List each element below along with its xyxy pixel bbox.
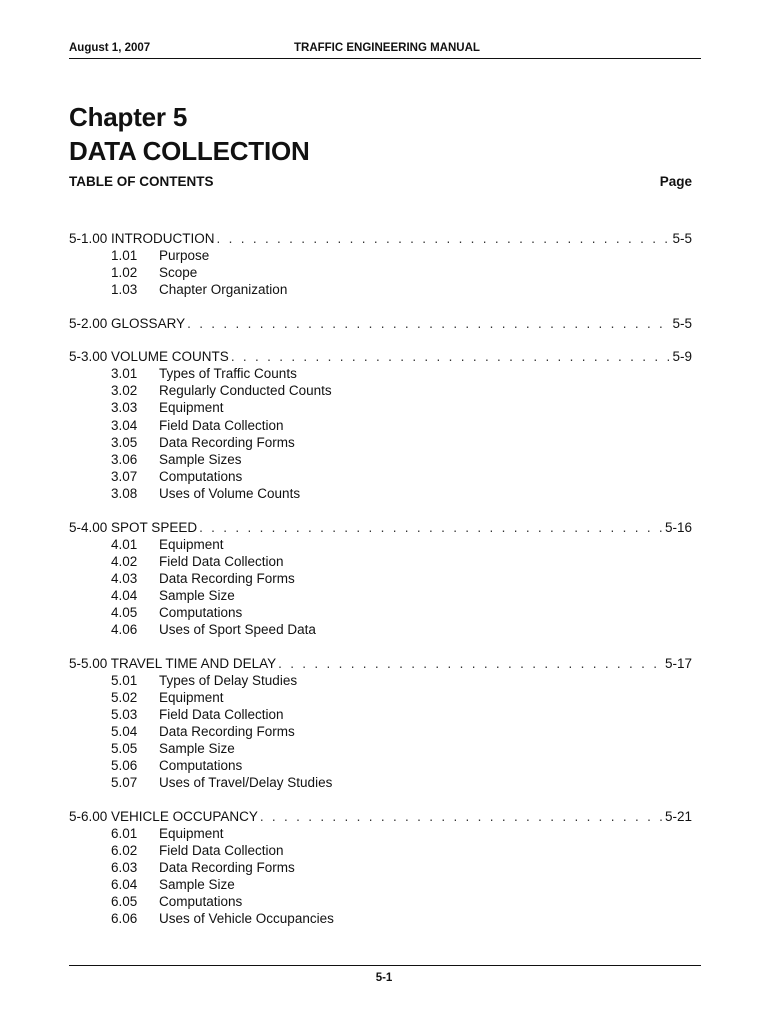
toc-section-number: 5-1.00 xyxy=(69,231,108,246)
toc-subsection-title: Data Recording Forms xyxy=(159,859,295,875)
toc-section-number: 5-2.00 xyxy=(69,315,108,331)
toc-subsection[interactable] xyxy=(69,451,692,468)
toc-subsection-title: Scope xyxy=(159,265,198,281)
toc-subsection-title: Types of Traffic Counts xyxy=(159,366,297,382)
toc-section-entry[interactable] xyxy=(69,315,692,332)
footer-page-number: 5-1 xyxy=(375,972,393,984)
toc-subsection[interactable] xyxy=(69,247,692,264)
toc-subsection-number: 6.01 xyxy=(111,825,138,841)
toc-subsection-number: 4.05 xyxy=(111,604,138,620)
toc-subsection-title: Types of Delay Studies xyxy=(159,672,298,688)
toc-subsection-title: Field Data Collection xyxy=(159,842,284,858)
toc-subsection-number: 5.02 xyxy=(111,689,138,705)
toc-subsection[interactable] xyxy=(69,706,692,723)
dot-leader xyxy=(231,348,671,365)
toc-subsection[interactable] xyxy=(69,740,692,757)
toc-subsection[interactable] xyxy=(69,281,692,298)
toc-heading-row xyxy=(69,174,692,194)
toc-subsection[interactable] xyxy=(69,434,692,451)
toc-section-page: 5-16 xyxy=(664,519,692,535)
dot-leader xyxy=(217,230,671,247)
table-of-contents xyxy=(69,230,692,944)
toc-section-title xyxy=(69,315,185,332)
toc-section-name: TRAVEL TIME AND DELAY xyxy=(110,655,277,671)
toc-subsection-number: 3.07 xyxy=(111,468,138,484)
toc-section-page: 5-5 xyxy=(672,315,692,331)
toc-heading: TABLE OF CONTENTS xyxy=(69,174,214,189)
toc-subsection-title: Uses of Vehicle Occupancies xyxy=(159,911,334,927)
toc-subsection-title: Uses of Sport Speed Data xyxy=(159,622,316,637)
toc-subsection-title: Data Recording Forms xyxy=(159,570,295,586)
toc-subsection[interactable] xyxy=(69,399,692,416)
toc-subsection-title: Computations xyxy=(159,758,243,774)
toc-subsection-number: 3.04 xyxy=(111,417,138,433)
chapter-number: Chapter 5 xyxy=(69,102,188,132)
toc-subsection-number: 5.04 xyxy=(111,723,138,739)
toc-subsection[interactable] xyxy=(69,365,692,382)
toc-section-name: VOLUME COUNTS xyxy=(111,349,229,365)
dot-leader xyxy=(260,808,663,825)
toc-section-entry[interactable] xyxy=(69,348,692,365)
chapter-title: DATA COLLECTION xyxy=(69,136,310,166)
toc-subsection-title: Uses of Travel/Delay Studies xyxy=(159,775,333,791)
toc-subsection-number: 1.02 xyxy=(111,265,138,281)
toc-subsection-number: 3.08 xyxy=(111,485,138,501)
toc-subsection-title: Field Data Collection xyxy=(159,553,284,569)
toc-subsection-number: 4.01 xyxy=(111,536,138,552)
toc-subsection-number: 1.03 xyxy=(111,282,138,298)
toc-section-entry[interactable] xyxy=(69,808,692,825)
toc-section-name: INTRODUCTION xyxy=(111,231,215,246)
toc-subsection[interactable] xyxy=(69,842,692,859)
toc-subsection-number: 6.02 xyxy=(111,842,138,858)
toc-subsection[interactable] xyxy=(69,604,692,621)
toc-section-title xyxy=(69,808,258,825)
toc-subsection-title: Uses of Volume Counts xyxy=(159,485,301,501)
toc-section xyxy=(69,315,692,332)
toc-subsection[interactable] xyxy=(69,859,692,876)
toc-subsection-number: 3.02 xyxy=(111,383,138,399)
toc-subsection[interactable] xyxy=(69,876,692,893)
toc-subsection-title: Equipment xyxy=(159,689,224,705)
toc-section-number: 5-5.00 xyxy=(69,655,108,671)
toc-subsection-number: 4.06 xyxy=(111,622,138,637)
toc-subsection-number: 5.05 xyxy=(111,740,138,756)
toc-subsection-number: 6.04 xyxy=(111,877,138,893)
dot-leader xyxy=(187,315,670,332)
toc-section-entry[interactable] xyxy=(69,230,692,247)
toc-subsection-title: Field Data Collection xyxy=(159,417,284,433)
toc-section xyxy=(69,808,692,928)
page-column-label: Page xyxy=(659,174,692,189)
header-divider xyxy=(69,58,701,59)
chapter-heading xyxy=(69,100,701,168)
toc-subsection-number: 6.06 xyxy=(111,911,138,927)
toc-subsection[interactable] xyxy=(69,825,692,842)
toc-section-title xyxy=(69,230,215,247)
toc-subsection-title: Sample Size xyxy=(159,740,235,756)
toc-subsection[interactable] xyxy=(69,468,692,485)
toc-subsection-title: Equipment xyxy=(159,825,224,841)
dot-leader xyxy=(199,519,663,536)
toc-subsection[interactable] xyxy=(69,553,692,570)
toc-subsection-number: 1.01 xyxy=(111,248,138,263)
toc-subsection[interactable] xyxy=(69,672,692,689)
toc-subsection[interactable] xyxy=(69,264,692,281)
toc-section xyxy=(69,230,692,298)
toc-subsection-number: 5.07 xyxy=(111,775,138,791)
toc-subsection[interactable] xyxy=(69,910,692,927)
toc-section-name: GLOSSARY xyxy=(111,315,186,331)
toc-section xyxy=(69,655,692,792)
toc-subsection-title: Chapter Organization xyxy=(159,282,288,298)
toc-subsection[interactable] xyxy=(69,485,692,502)
toc-subsection[interactable] xyxy=(69,723,692,740)
toc-subsection-number: 4.04 xyxy=(111,587,138,603)
toc-subsection-title: Purpose xyxy=(159,248,210,263)
toc-subsection-number: 6.05 xyxy=(111,894,138,910)
toc-section xyxy=(69,348,692,502)
toc-subsection[interactable] xyxy=(69,893,692,910)
toc-section-page: 5-5 xyxy=(672,231,692,246)
toc-section-title xyxy=(69,519,197,536)
toc-section-name: VEHICLE OCCUPANCY xyxy=(111,808,258,824)
toc-subsection[interactable] xyxy=(69,417,692,434)
toc-subsection-number: 5.01 xyxy=(111,672,138,688)
toc-subsection-title: Computations xyxy=(159,894,243,910)
toc-section-page: 5-21 xyxy=(664,808,692,824)
toc-subsection[interactable] xyxy=(69,536,692,553)
toc-subsection-number: 6.03 xyxy=(111,859,138,875)
toc-subsection-title: Equipment xyxy=(159,536,224,552)
toc-section-title xyxy=(69,348,229,365)
toc-subsection-number: 3.03 xyxy=(111,400,138,416)
toc-section-name: SPOT SPEED xyxy=(111,519,198,535)
toc-section-number: 5-6.00 xyxy=(69,808,108,824)
header-manual-title: TRAFFIC ENGINEERING MANUAL xyxy=(294,42,480,54)
toc-subsection[interactable] xyxy=(69,621,692,638)
toc-section-page: 5-9 xyxy=(672,349,692,365)
header-date: August 1, 2007 xyxy=(69,42,151,54)
toc-subsection-number: 3.01 xyxy=(111,366,138,382)
toc-subsection-title: Regularly Conducted Counts xyxy=(159,383,332,399)
toc-subsection-title: Equipment xyxy=(159,400,224,416)
toc-section-number: 5-3.00 xyxy=(69,349,108,365)
toc-subsection-title: Computations xyxy=(159,468,243,484)
toc-subsection-title: Computations xyxy=(159,604,243,620)
toc-section xyxy=(69,519,692,639)
toc-subsection[interactable] xyxy=(69,774,692,791)
toc-subsection[interactable] xyxy=(69,570,692,587)
toc-subsection-number: 3.05 xyxy=(111,434,138,450)
toc-subsection-title: Field Data Collection xyxy=(159,706,284,722)
toc-subsection-title: Data Recording Forms xyxy=(159,434,295,450)
toc-subsection[interactable] xyxy=(69,689,692,706)
toc-subsection-number: 5.06 xyxy=(111,758,138,774)
dot-leader xyxy=(278,655,663,672)
toc-subsection[interactable] xyxy=(69,382,692,399)
toc-subsection-number: 5.03 xyxy=(111,706,138,722)
toc-subsection-number: 4.02 xyxy=(111,553,138,569)
toc-section-page: 5-17 xyxy=(664,655,692,671)
footer-divider xyxy=(69,965,701,966)
toc-section-number: 5-4.00 xyxy=(69,519,108,535)
toc-subsection-number: 4.03 xyxy=(111,570,138,586)
page-header xyxy=(69,40,701,58)
toc-subsection-title: Sample Size xyxy=(159,587,235,603)
toc-subsection-title: Data Recording Forms xyxy=(159,723,295,739)
toc-section-title xyxy=(69,655,276,672)
toc-subsection[interactable] xyxy=(69,757,692,774)
toc-section-entry[interactable] xyxy=(69,519,692,536)
toc-subsection-title: Sample Sizes xyxy=(159,451,242,467)
toc-section-entry[interactable] xyxy=(69,655,692,672)
toc-subsection[interactable] xyxy=(69,587,692,604)
toc-subsection-number: 3.06 xyxy=(111,451,138,467)
toc-subsection-title: Sample Size xyxy=(159,877,235,893)
